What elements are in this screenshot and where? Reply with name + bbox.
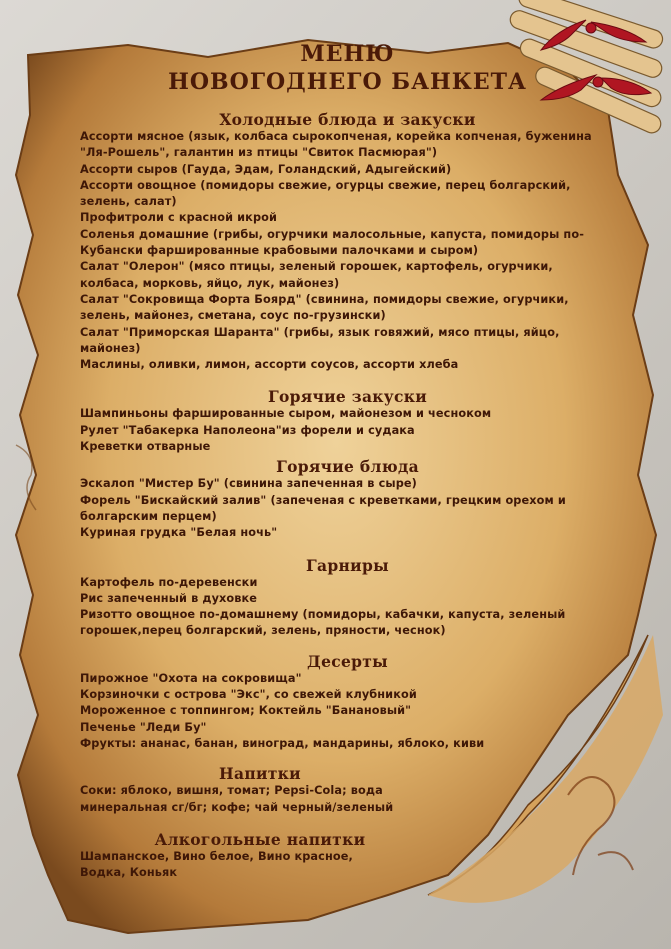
menu-item: Маслины, оливки, лимон, ассорти соусов, ассорти хлеба — [80, 358, 459, 372]
menu-item: Эскалоп "Мистер Бу" (свинина запеченная в сыре) — [80, 477, 417, 491]
menu-item: Салат "Сокровища Форта Боярд" (свинина, помидоры свежие, огурчики, зелень, майонез, сметана, соус по-грузински) — [80, 292, 569, 323]
section-title: Холодные блюда и закуски — [219, 110, 476, 129]
menu-item: Соки: яблоко, вишня, томат; Pepsi-Cola; вода минеральная сг/бг; кофе; чай черный/зеленый — [80, 784, 394, 814]
menu-item: Шампанское, Вино белое, Вино красное, — [80, 849, 353, 863]
menu-item: Фрукты: ананас, банан, виноград, мандарины, яблоко, киви — [80, 736, 485, 750]
section-hot-dishes — [80, 457, 615, 541]
menu-item: Водка, Коньяк — [80, 866, 178, 880]
menu-item: Салат "Приморская Шаранта" (грибы, язык говяжий, мясо птицы, яйцо, майонез) — [80, 325, 560, 355]
menu-content — [80, 40, 615, 881]
section-drinks — [80, 764, 440, 816]
section-alcohol — [80, 830, 440, 882]
menu-item: Шампиньоны фаршированные сыром, майонезом и чесноком — [80, 407, 492, 421]
menu-item: Корзиночки с острова "Экс", со свежей клубникой — [80, 688, 417, 702]
section-hot-appetizers — [80, 387, 615, 455]
menu-title — [80, 40, 615, 96]
section-desserts — [80, 652, 615, 752]
menu-item: Пирожное "Охота на сокровища" — [80, 671, 302, 685]
menu-item: Ассорти сыров (Гауда, Эдам, Голандский, Адыгейский) — [80, 162, 452, 176]
section-cold-dishes — [80, 110, 615, 373]
menu-item: Рис запеченный в духовке — [80, 591, 258, 605]
menu-item: Ризотто овощное по-домашнему (помидоры, кабачки, капуста, зеленый горошек,перец болгарский, зелень, пряности, чеснок) — [80, 608, 566, 638]
section-title: Горячие блюда — [276, 457, 419, 477]
menu-item: Профитроли с красной икрой — [80, 211, 278, 225]
menu-item: Салат "Олерон" (мясо птицы, зеленый горошек, картофель, огурчики, колбаса, морковь, яйцо, лук, майонез) — [80, 260, 553, 290]
section-title: Алкогольные напитки — [154, 829, 366, 849]
section-title: Горячие закуски — [267, 387, 428, 407]
menu-item: Креветки отварные — [80, 440, 211, 454]
menu-item: Куриная грудка "Белая ночь" — [80, 526, 278, 540]
menu-item: Рулет "Табакерка Наполеона"из форели и судака — [80, 423, 415, 437]
section-title: Напитки — [219, 764, 301, 784]
section-title: Гарниры — [306, 555, 389, 575]
menu-item: Мороженное с топпингом; Коктейль "Банановый" — [80, 704, 412, 718]
section-side-dishes — [80, 556, 615, 640]
menu-item: Печенье "Леди Бу" — [80, 720, 207, 734]
menu-item: Соленья домашние (грибы, огурчики малосольные, капуста, помидоры по-Кубански фаршированные крабовыми палочками и сыром) — [80, 227, 584, 258]
title-line-2: НОВОГОДНЕГО БАНКЕТА — [168, 69, 527, 95]
menu-item: Картофель по-деревенски — [80, 575, 258, 589]
menu-item: Форель "Бискайский залив" (запеченая с креветками, грецким орехом и болгарским перцем) — [80, 493, 566, 523]
title-line-1: МЕНЮ — [300, 41, 395, 67]
section-title: Десерты — [306, 651, 389, 671]
menu-item: Ассорти овощное (помидоры свежие, огурцы свежие, перец болгарский, зелень, салат) — [80, 178, 571, 209]
menu-item: Ассорти мясное (язык, колбаса сырокопченая, корейка копченая, буженина "Ля-Рошель", галантин из птицы "Свиток Пасмюрая") — [80, 130, 592, 160]
